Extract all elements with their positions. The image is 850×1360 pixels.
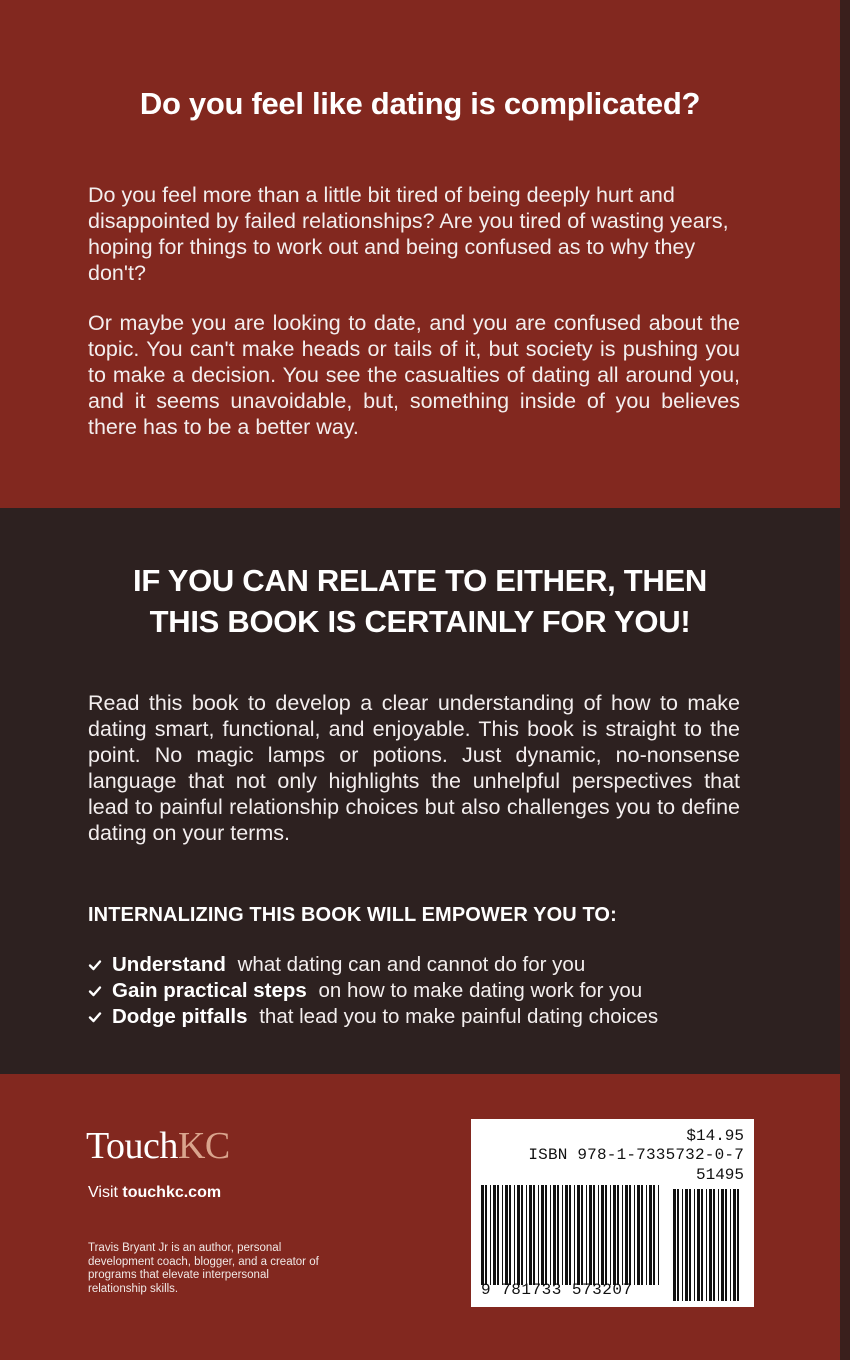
barcode-isbn: ISBN 978-1-7335732-0-7: [528, 1146, 744, 1164]
barcode-price: $14.95: [686, 1127, 744, 1145]
logo-touch: Touch: [86, 1125, 178, 1167]
middle-headline: [0, 560, 840, 642]
middle-section: [0, 508, 840, 1074]
top-headline: Do you feel like dating is complicated?: [139, 86, 701, 121]
visit-prefix: Visit: [88, 1184, 123, 1201]
benefits-list: [88, 952, 748, 1030]
middle-headline-line-1: IF YOU CAN RELATE TO EITHER, THEN: [133, 563, 707, 598]
benefit-item: [88, 952, 748, 978]
intro-paragraph-1: Do you feel more than a little bit tired of being deeply hurt and disappointed by failed relationships? Are you tired of wasting years, hoping for things to work out and being confused as to why they don't?: [88, 183, 729, 285]
visit-line: [88, 1184, 221, 1202]
barcode-digits: 9 781733 573207: [481, 1281, 633, 1299]
benefit-bold: Gain practical steps: [112, 979, 313, 1002]
author-bio: Travis Bryant Jr is an author, personal development coach, blogger, and a creator of programs that elevate interpersonal relationship skills.: [88, 1242, 319, 1295]
intro-paragraph-2: Or maybe you are looking to date, and you are confused about the topic. You can't make heads or tails of it, but society is pushing you to make a decision. You see the casualties of dating all around you, and it seems unavoidable, but, something inside of you believes there has to be a better way.: [88, 311, 740, 439]
benefit-text: on how to make dating work for you: [318, 979, 643, 1002]
description-paragraph: Read this book to develop a clear understanding of how to make dating smart, functional, and enjoyable. This book is straight to the point. No magic lamps or potions. Just dynamic, no-nonsense language that not only highlights the unhelpful perspectives that lead to painful relationship choices but also challenges you to define dating on your terms.: [88, 691, 740, 845]
benefit-item: [88, 978, 748, 1004]
spine-edge: [840, 0, 850, 1360]
bottom-section: [0, 1074, 840, 1360]
middle-headline-line-2: THIS BOOK IS CERTAINLY FOR YOU!: [149, 604, 691, 639]
top-section: [0, 0, 840, 508]
barcode-supplement-bars: [673, 1189, 743, 1301]
isbn-barcode: [471, 1119, 754, 1307]
logo-kc: KC: [177, 1125, 230, 1167]
benefits-subheading: INTERNALIZING THIS BOOK WILL EMPOWER YOU TO:: [88, 904, 617, 926]
check-icon: [88, 959, 112, 971]
touchkc-logo: [86, 1124, 230, 1168]
benefit-text: what dating can and cannot do for you: [237, 953, 586, 976]
benefit-item: [88, 1004, 748, 1030]
benefit-bold: Understand: [112, 953, 232, 976]
barcode-bars: [481, 1185, 661, 1285]
benefit-bold: Dodge pitfalls: [112, 1005, 254, 1028]
website-link[interactable]: touchkc.com: [122, 1184, 222, 1201]
benefit-text: that lead you to make painful dating choices: [259, 1005, 659, 1028]
check-icon: [88, 985, 112, 997]
check-icon: [88, 1011, 112, 1023]
barcode-supplement: 51495: [695, 1166, 744, 1184]
